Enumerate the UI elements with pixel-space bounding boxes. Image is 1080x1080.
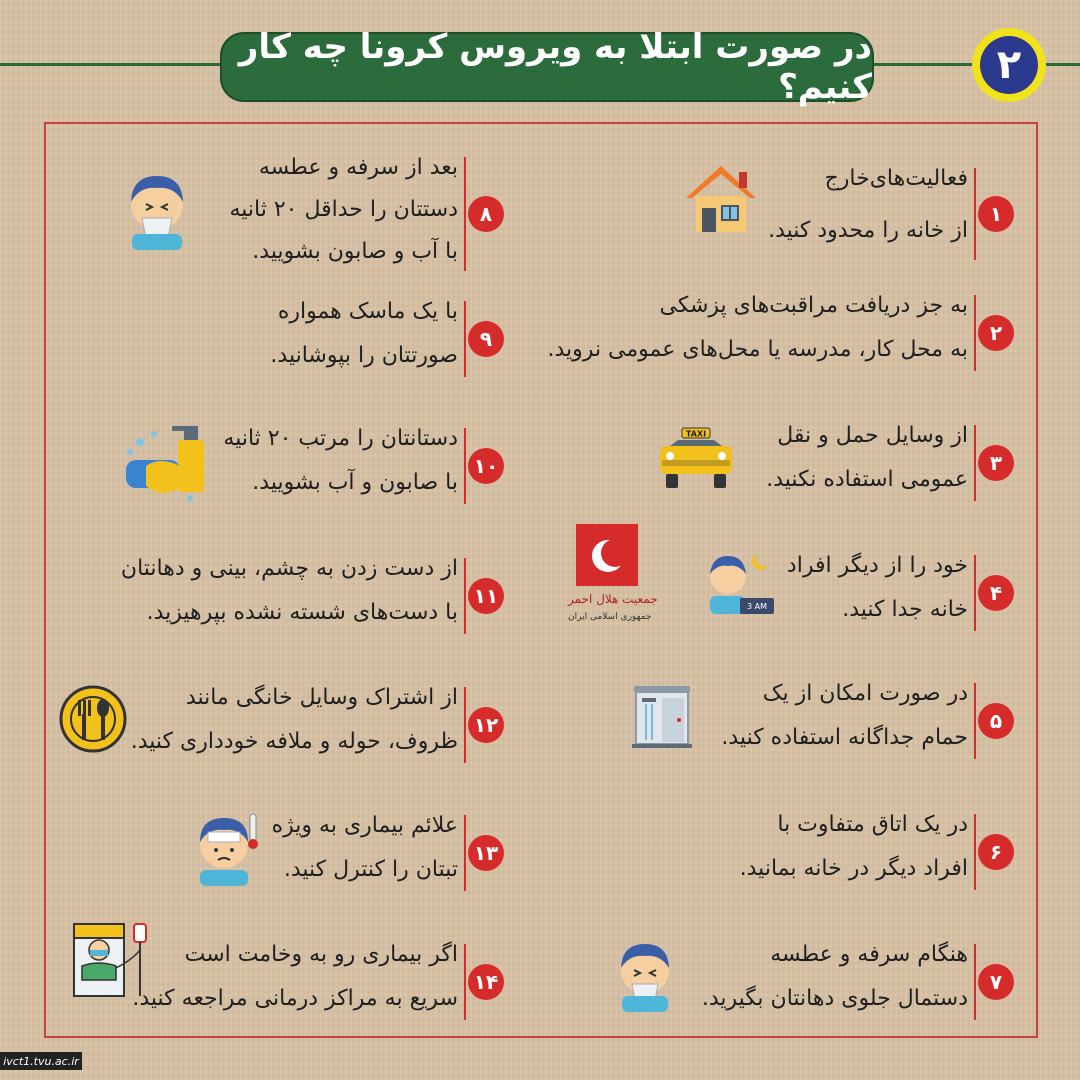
item-divider: [974, 814, 976, 890]
item-text-line: از خانه را محدود کنید.: [768, 218, 968, 243]
item-text-line: با دست‌های شسته نشده بپرهیزید.: [146, 600, 458, 625]
item-text-line: با یک ماسک همواره: [277, 299, 458, 324]
crescent-icon: [588, 536, 628, 576]
item-number: ۱۴: [468, 964, 504, 1000]
logo-name: جمعیت هلال احمر: [568, 592, 658, 606]
item-divider: [974, 944, 976, 1020]
item-number: ۸: [468, 196, 504, 232]
item-text-line: علائم بیماری به ویژه: [271, 813, 458, 838]
item-number: ۱۲: [468, 707, 504, 743]
item-text-line: بعد از سرفه و عطسه: [258, 155, 458, 180]
item-divider: [974, 555, 976, 631]
item-text-line: حمام جداگانه استفاده کنید.: [721, 725, 968, 750]
sneezing-person-icon: [610, 940, 680, 1014]
item-number: ۵: [978, 703, 1014, 739]
item-number: ۱۳: [468, 835, 504, 871]
item-text-line: با آب و صابون بشویید.: [252, 239, 458, 264]
house-icon: [684, 162, 758, 236]
section-number-badge: [972, 28, 1046, 102]
footer-url[interactable]: ivct1.tvu.ac.ir: [0, 1052, 82, 1070]
header-rule-left: [0, 63, 230, 66]
hospital-patient-icon: [72, 920, 152, 1000]
item-divider: [464, 428, 466, 504]
item-divider: [464, 944, 466, 1020]
section-number: ۲: [980, 36, 1038, 94]
item-number: ۱: [978, 196, 1014, 232]
item-text-line: خود را از دیگر افراد: [786, 553, 968, 578]
item-text-line: فعالیت‌های‌خارج: [824, 166, 968, 191]
item-text-line: به جز دریافت مراقبت‌های پزشکی: [659, 293, 968, 318]
item-text-line: افراد دیگر در خانه بمانید.: [739, 856, 968, 881]
item-text-line: به محل کار، مدرسه یا محل‌های عمومی نروید.: [547, 337, 968, 362]
hand-washing-icon: [120, 420, 210, 504]
utensils-icon: [58, 684, 128, 754]
item-text-line: با صابون و آب بشویید.: [252, 470, 458, 495]
shower-icon: [632, 684, 692, 750]
logo-subtitle: جمهوری اسلامی ایران: [568, 612, 652, 622]
item-text-line: از وسایل حمل و نقل: [777, 423, 968, 448]
item-text-line: سریع به مراکز درمانی مراجعه کنید.: [132, 986, 458, 1011]
item-divider: [464, 558, 466, 634]
item-text-line: در یک اتاق متفاوت با: [777, 812, 968, 837]
item-number: ۱۱: [468, 578, 504, 614]
item-number: ۴: [978, 575, 1014, 611]
item-divider: [464, 815, 466, 891]
item-text-line: عمومی استفاده نکنید.: [766, 467, 968, 492]
page-title: در صورت ابتلا به ویروس کرونا چه کار کنیم؟: [220, 32, 874, 102]
item-number: ۱۰: [468, 448, 504, 484]
item-number: ۳: [978, 445, 1014, 481]
item-divider: [974, 425, 976, 501]
item-number: ۲: [978, 315, 1014, 351]
sneezing-person-icon: [122, 172, 192, 252]
item-text-line: تبتان را کنترل کنید.: [283, 857, 458, 882]
item-text-line: دستتان را حداقل ۲۰ ثانیه: [229, 197, 458, 222]
item-divider: [464, 157, 466, 271]
item-text-line: اگر بیماری رو به وخامت است: [184, 942, 458, 967]
item-number: ۶: [978, 834, 1014, 870]
item-text-line: از دست زدن به چشم، بینی و دهانتان: [120, 556, 458, 581]
item-number: ۹: [468, 321, 504, 357]
item-divider: [974, 168, 976, 260]
item-divider: [974, 683, 976, 759]
clock-text: 3 AM: [746, 602, 768, 611]
isolated-person-icon: [702, 550, 778, 616]
item-text-line: هنگام سرفه و عطسه: [770, 942, 968, 967]
item-text-line: خانه جدا کنید.: [842, 597, 968, 622]
item-text-line: در صورت امکان از یک: [762, 681, 968, 706]
item-text-line: دستمال جلوی دهانتان بگیرید.: [701, 986, 968, 1011]
item-divider: [974, 295, 976, 371]
item-text-line: ظروف، حوله و ملافه خودداری کنید.: [130, 729, 458, 754]
item-text-line: دستانتان را مرتب ۲۰ ثانیه: [223, 426, 458, 451]
taxi-sign-text: TAXI: [685, 429, 707, 439]
item-text-line: صورتتان را بپوشانید.: [270, 343, 458, 368]
item-text-line: از اشتراک وسایل خانگی مانند: [185, 685, 458, 710]
item-divider: [464, 687, 466, 763]
item-number: ۷: [978, 964, 1014, 1000]
taxi-icon: [656, 424, 736, 494]
item-divider: [464, 301, 466, 377]
fever-person-icon: [194, 810, 264, 886]
header-rule-right: [860, 63, 1080, 66]
